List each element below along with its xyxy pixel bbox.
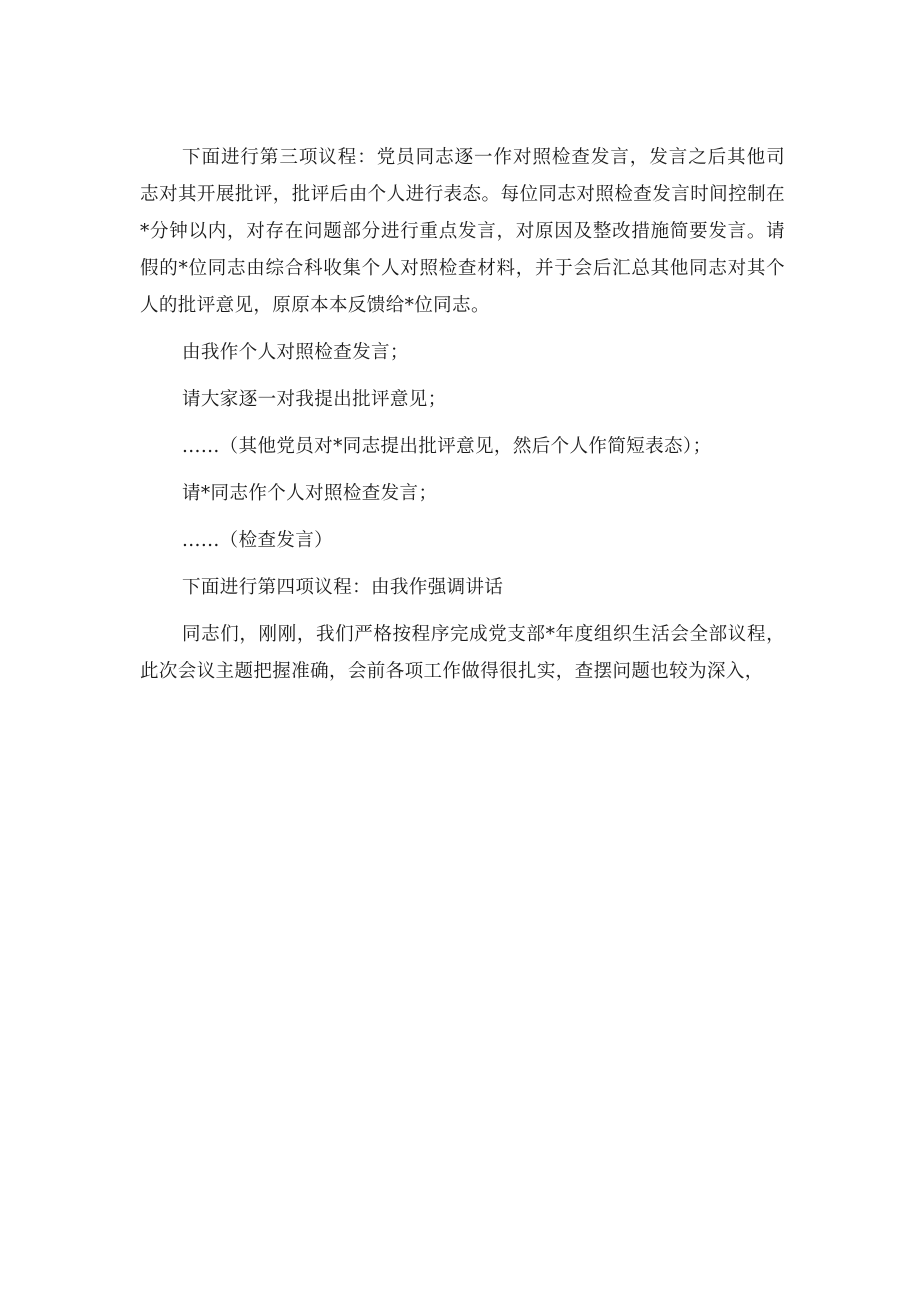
- paragraph-self-review: 由我作个人对照检查发言；: [182, 342, 409, 363]
- paragraph-closing-remarks: 同志们，刚刚，我们严格按程序完成党支部*年度组织生活会全部议程，此次会议主题把握准确，会前各项工作做得很扎实，查摆问题也较为深入，: [140, 624, 785, 682]
- paragraph-agenda-three: 下面进行第三项议程：党员同志逐一作对照检查发言，发言之后其他司志对其开展批评，批评后由个人进行表态。每位同志对照检查发言时间控制在*分钟以内，对存在问题部分进行重点发言，对原因及整改措施简要发言。请假的*位同志由综合科收集个人对照检查材料，并于会后汇总其他同志对其个人的批评意见，原原本本反馈给*位同志。: [140, 147, 785, 316]
- paragraph-comrade-review: 请*同志作个人对照检查发言；: [182, 483, 438, 504]
- paragraph-review-speech: ......（检查发言）: [182, 530, 334, 551]
- paragraph-request-criticism: 请大家逐一对我提出批评意见；: [182, 389, 447, 410]
- document-body: [140, 139, 785, 700]
- paragraph-agenda-four: 下面进行第四项议程：由我作强调讲话: [182, 577, 504, 598]
- paragraph-members-criticism: ......（其他党员对*同志提出批评意见，然后个人作简短表态）；: [182, 436, 712, 457]
